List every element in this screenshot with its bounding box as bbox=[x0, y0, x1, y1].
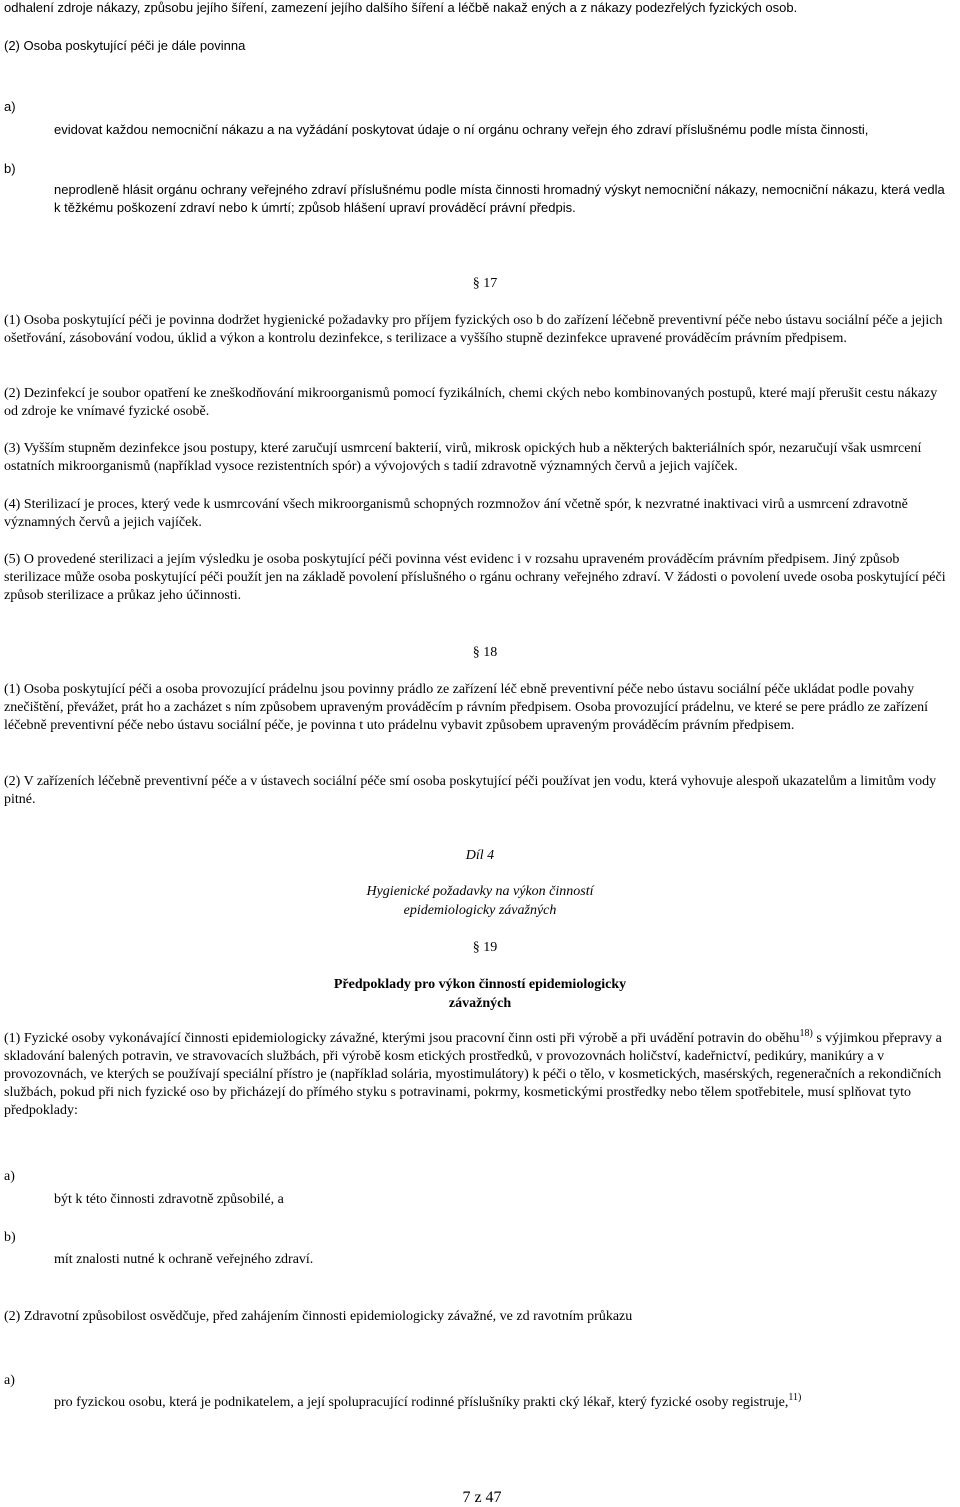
section-17-heading: § 17 bbox=[472, 276, 498, 291]
footnote-11-ref: 11) bbox=[788, 1392, 802, 1403]
section-18-heading: § 18 bbox=[472, 645, 498, 660]
s19-item-b-label: b) bbox=[4, 1230, 16, 1245]
s18-paragraph-1: (1) Osoba poskytující péči a osoba provozující prádelnu jsou povinny prádlo ze zařízení léč ebně preventivní péče nebo ústavu sociální péče ukládat podle povahy znečištění, převážet, prát ho a zacházet s ním způsobem upraveným prováděcím p rávním předpisem. Osoba provozující prádelnu, ve které se pere prádlo ze zařízení léčebně preventivní péče nebo ústavu sociální péče, je povinna t uto prádelnu vybavit způsobem upraveným prováděcím právním předpisem. bbox=[4, 682, 929, 733]
item-b-label: b) bbox=[4, 161, 16, 176]
part-4-title: Díl 4 bbox=[465, 848, 495, 863]
s19-p1-text-a: (1) Fyzické osoby vykonávající činnosti epidemiologicky závažné, kterými jsou pracovní činn osti při výrobě a při uvádění potravin do oběhu bbox=[4, 1031, 800, 1046]
s19-title-line-2: závažných bbox=[448, 996, 512, 1011]
s17-paragraph-5: (5) O provedené sterilizaci a jejím výsledku je osoba poskytující péči povinna vést evidenc i v rozsahu upraveném prováděcím právním předpisem. Jiný způsob sterilizace může osoba poskytující péči použít jen na základě povolení příslušného o rgánu ochrany veřejného zdraví. V žádosti o povolení uvede osoba poskytující péči způsob sterilizace a průkaz jeho účinnosti. bbox=[4, 552, 946, 603]
s19-item2-a-body: pro fyzickou osobu, která je podnikatelem, a její spolupracující rodinné příslušníky prakti cký lékař, který fyzické osoby registruje, bbox=[54, 1395, 789, 1410]
item-a-label: a) bbox=[4, 99, 16, 114]
intro-line: odhalení zdroje nákazy, způsobu jejího šíření, zamezení jejího dalšího šíření a léčbě nakaž ených a z nákazy podezřelých fyzických osob. bbox=[4, 0, 798, 15]
s19-paragraph-1 bbox=[4, 1030, 954, 1120]
section-19-heading: § 19 bbox=[472, 940, 498, 955]
s19-paragraph-2: (2) Zdravotní způsobilost osvědčuje, před zahájením činnosti epidemiologicky závažné, ve zd ravotním průkazu bbox=[4, 1309, 633, 1324]
paragraph-2: (2) Osoba poskytující péči je dále povinna bbox=[4, 38, 246, 53]
part-4-subtitle-line-1: Hygienické požadavky na výkon činností bbox=[366, 884, 594, 899]
part-4-subtitle-line-2: epidemiologicky závažných bbox=[403, 903, 557, 918]
s19-item-a-label: a) bbox=[4, 1169, 15, 1184]
s17-paragraph-3: (3) Vyšším stupněm dezinfekce jsou postupy, které zaručují usmrcení bakterií, virů, mikrosk opických hub a některých bakteriálních spór, nezaručují však usmrcení ostatních mikroorganismů (například vysoce rezistentních spór) a vývojových s tadií zdravotně významných červů a jejich vajíček. bbox=[4, 441, 922, 474]
s18-paragraph-2: (2) V zařízeních léčebně preventivní péče a v ústavech sociální péče smí osoba poskytující péči používat jen vodu, která vyhovuje alespoň ukazatelům a limitům vody pitné. bbox=[4, 774, 937, 807]
footnote-18-ref: 18) bbox=[799, 1028, 813, 1039]
item-b-text: neprodleně hlásit orgánu ochrany veřejného zdraví příslušnému podle místa činnosti hromadný výskyt nemocniční nákazy, nemocniční nákazu, která vedla k těžkému poškození zdraví nebo k úmrtí; způsob hlášení upraví prováděcí právní předpis. bbox=[54, 182, 945, 215]
s17-paragraph-2: (2) Dezinfekcí je soubor opatření ke zneškodňování mikroorganismů pomocí fyzikálních, chemi ckých nebo kombinovaných postupů, které mají přerušit cestu nákazy od zdroje ke vnímavé fyzické osobě. bbox=[4, 386, 938, 419]
s19-title-line-1: Předpoklady pro výkon činností epidemiologicky bbox=[333, 977, 627, 992]
page-number: 7 z 47 bbox=[462, 1489, 502, 1506]
s17-paragraph-4: (4) Sterilizací je proces, který vede k usmrcování všech mikroorganismů schopných rozmnožov ání včetně spór, k nezvratné inaktivaci virů a usmrcení zdravotně významných červů a jejich vajíček. bbox=[4, 497, 908, 530]
item-a-text: evidovat každou nemocniční nákazu a na vyžádání poskytovat údaje o ní orgánu ochrany veřejn ého zdraví příslušnému podle místa činnosti, bbox=[54, 122, 869, 137]
s19-item2-a-text bbox=[54, 1394, 954, 1412]
s17-paragraph-1: (1) Osoba poskytující péči je povinna dodržet hygienické požadavky pro příjem fyzických oso b do zařízení léčebně preventivní péče nebo ústavu sociální péče a jejich ošetřování, zásobování vodou, úklid a výkon a kontrolu dezinfekce, s terilizace a vyššího stupně dezinfekce upravené prováděcím právním předpisem. bbox=[4, 313, 943, 346]
s19-p1-text-b: s výjimkou přepravy a skladování balených potravin, ve stravovacích službách, při výrobě kosm etických prostředků, v provozovnách holičství, kadeřnictví, pedikúry, manikúry a v provozovnách, ve kterých se používají speciální přístro je (například solária, myostimulátory) k péči o tělo, v kosmetických, masérských, regeneračních a rekondičních službách, pokud při nich fyzické oso by přicházejí do přímého styku s potravinami, pokrmy, kosmetickými prostředky nebo tělem spotřebitele, musí splňovat tyto předpoklady: bbox=[4, 1031, 942, 1118]
s19-item-b-text: mít znalosti nutné k ochraně veřejného zdraví. bbox=[54, 1252, 314, 1267]
s19-item2-a-label: a) bbox=[4, 1373, 15, 1388]
s19-item-a-text: být k této činnosti zdravotně způsobilé, a bbox=[54, 1192, 284, 1207]
